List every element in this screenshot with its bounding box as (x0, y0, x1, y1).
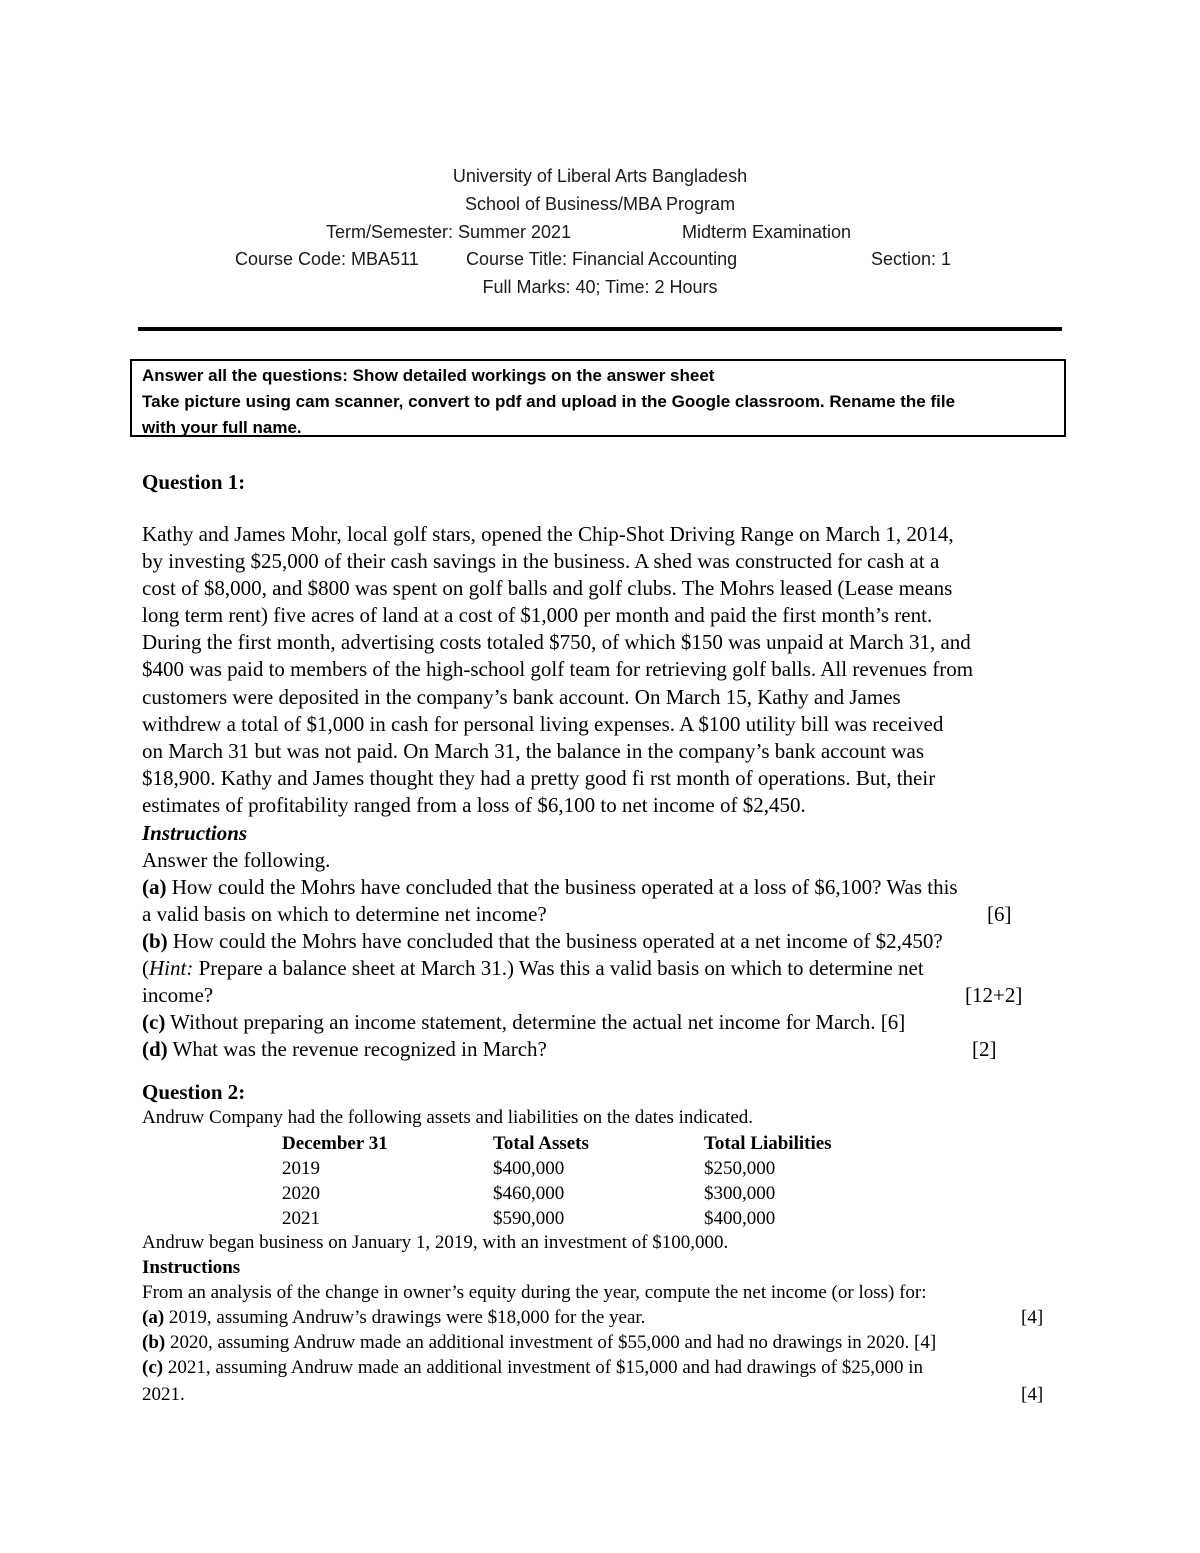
q1-part-a-label: (a) (142, 875, 167, 899)
q2-part-a-line (142, 1305, 1060, 1330)
q1-part-b-line-3: income? (142, 983, 214, 1007)
notice-line-1: Answer all the questions: Show detailed workings on the answer sheet (142, 366, 715, 385)
table-cell-year: 2019 (282, 1157, 320, 1179)
hint-paren: ( (142, 956, 149, 980)
q1-body-line: customers were deposited in the company’s bank account. On March 15, Kathy and James (142, 684, 901, 709)
q1-body-line: on March 31 but was not paid. On March 31, the balance in the company’s bank account was (142, 738, 925, 763)
q1-instructions-heading: Instructions (142, 821, 248, 845)
q1-instructions-intro: Answer the following. (142, 848, 331, 872)
term-semester: Term/Semester: Summer 2021 (326, 222, 572, 242)
table-cell-assets: $400,000 (493, 1157, 565, 1179)
q1-part-b-line-2 (142, 955, 1060, 982)
marks-time: Full Marks: 40; Time: 2 Hours (482, 277, 718, 297)
course-title: Course Title: Financial Accounting (466, 249, 738, 269)
q1-part-b-text-2: Prepare a balance sheet at March 31.) Was this a valid basis on which to determine net (193, 956, 924, 980)
q1-body-line: by investing $25,000 of their cash savings in the business. A shed was constructed for cash at a (142, 549, 940, 574)
q2-part-c-line (142, 1355, 1060, 1380)
notice-line-2: Take picture using cam scanner, convert to pdf and upload in the Google classroom. Rename the file (142, 392, 956, 411)
q1-part-b-marks: [12+2] (965, 983, 1023, 1007)
table-row (282, 1206, 904, 1231)
hint-label: Hint: (149, 956, 194, 980)
q1-body-line: $18,900. Kathy and James thought they had a pretty good fi rst month of operations. But, their (142, 765, 936, 790)
q2-part-a-label: (a) (142, 1307, 165, 1328)
assets-liabilities-table (282, 1131, 904, 1231)
q1-part-b-label: (b) (142, 929, 168, 953)
table-cell-year: 2020 (282, 1182, 320, 1204)
q1-body-line: estimates of profitability ranged from a loss of $6,100 to net income of $2,450. (142, 792, 806, 817)
q1-body-line: long term rent) five acres of land at a cost of $1,000 per month and paid the first month’s rent. (142, 603, 933, 628)
question-2-heading: Question 2: (142, 1080, 246, 1104)
notice-line-3: with your full name. (142, 418, 302, 437)
table-cell-assets: $590,000 (493, 1207, 565, 1229)
q1-part-b-line-1 (142, 928, 1060, 955)
table-cell-assets: $460,000 (493, 1182, 565, 1204)
question-1-body (142, 521, 1060, 819)
q1-part-c-text: Without preparing an income statement, determine the actual net income for March. [6] (165, 1010, 906, 1034)
table-cell-year: 2021 (282, 1207, 320, 1229)
table-row (282, 1156, 904, 1181)
question-1-heading: Question 1: (142, 470, 246, 494)
q2-part-a-marks: [4] (1021, 1307, 1044, 1328)
q2-part-a-text: 2019, assuming Andruw’s drawings were $18,000 for the year. (164, 1307, 646, 1328)
col-header-date: December 31 (282, 1132, 388, 1154)
q2-instructions-heading: Instructions (142, 1257, 241, 1278)
q1-part-a-marks: [6] (987, 902, 1012, 926)
col-header-liabilities: Total Liabilities (704, 1132, 832, 1154)
q2-instructions-text: From an analysis of the change in owner’s equity during the year, compute the net income (or loss) for: (142, 1282, 927, 1303)
q1-part-d-marks: [2] (972, 1037, 997, 1061)
col-header-assets: Total Assets (493, 1132, 589, 1154)
q1-part-c-label: (c) (142, 1010, 166, 1034)
q1-body-line: withdrew a total of $1,000 in cash for personal living expenses. A $100 utility bill was received (142, 711, 944, 736)
q1-part-b-text: How could the Mohrs have concluded that the business operated at a net income of $2,450? (167, 929, 943, 953)
table-cell-liabilities: $400,000 (704, 1207, 776, 1229)
q1-part-c-line (142, 1009, 1060, 1036)
q1-part-a-line-1 (142, 874, 1060, 901)
q1-body-line: cost of $8,000, and $800 was spent on golf balls and golf clubs. The Mohrs leased (Lease means (142, 576, 953, 601)
section: Section: 1 (871, 249, 952, 269)
q1-body-line: $400 was paid to members of the high-school golf team for retrieving golf balls. All revenues from (142, 657, 974, 682)
q1-part-a-line-2: a valid basis on which to determine net income? (142, 902, 547, 926)
q2-part-b-label: (b) (142, 1332, 166, 1353)
q1-part-a-text: How could the Mohrs have concluded that the business operated at a loss of $6,100? Was this (166, 875, 958, 899)
instructions-box (130, 359, 1066, 437)
table-header-row (282, 1131, 904, 1156)
school-name: School of Business/MBA Program (464, 194, 736, 214)
q2-part-b-line (142, 1330, 1060, 1355)
table-cell-liabilities: $250,000 (704, 1157, 776, 1179)
q1-part-d-line (142, 1036, 1060, 1063)
table-cell-liabilities: $300,000 (704, 1182, 776, 1204)
course-code: Course Code: MBA511 (235, 249, 419, 269)
q1-body-line: During the first month, advertising costs totaled $750, of which $150 was unpaid at March 31, and (142, 630, 971, 655)
q2-part-c-line-2: 2021. (142, 1384, 185, 1405)
table-row (282, 1181, 904, 1206)
q2-part-c-text: 2021, assuming Andruw made an additional investment of $15,000 and had drawings of $25,000 in (163, 1357, 923, 1378)
q1-body-line: Kathy and James Mohr, local golf stars, opened the Chip-Shot Driving Range on March 1, 2014, (142, 522, 954, 546)
q2-part-c-marks: [4] (1021, 1384, 1044, 1405)
university-name: University of Liberal Arts Bangladesh (452, 166, 748, 186)
q2-intro: Andruw Company had the following assets and liabilities on the dates indicated. (142, 1107, 754, 1128)
q2-part-b-text: 2020, assuming Andruw made an additional investment of $55,000 and had no drawings in 2020. [4] (165, 1332, 937, 1353)
header-divider (138, 327, 1062, 331)
q2-began: Andruw began business on January 1, 2019, with an investment of $100,000. (142, 1232, 729, 1253)
q2-part-c-label: (c) (142, 1357, 164, 1378)
exam-type: Midterm Examination (682, 222, 852, 242)
q1-part-d-text: What was the revenue recognized in March? (167, 1037, 547, 1061)
q1-part-d-label: (d) (142, 1037, 168, 1061)
